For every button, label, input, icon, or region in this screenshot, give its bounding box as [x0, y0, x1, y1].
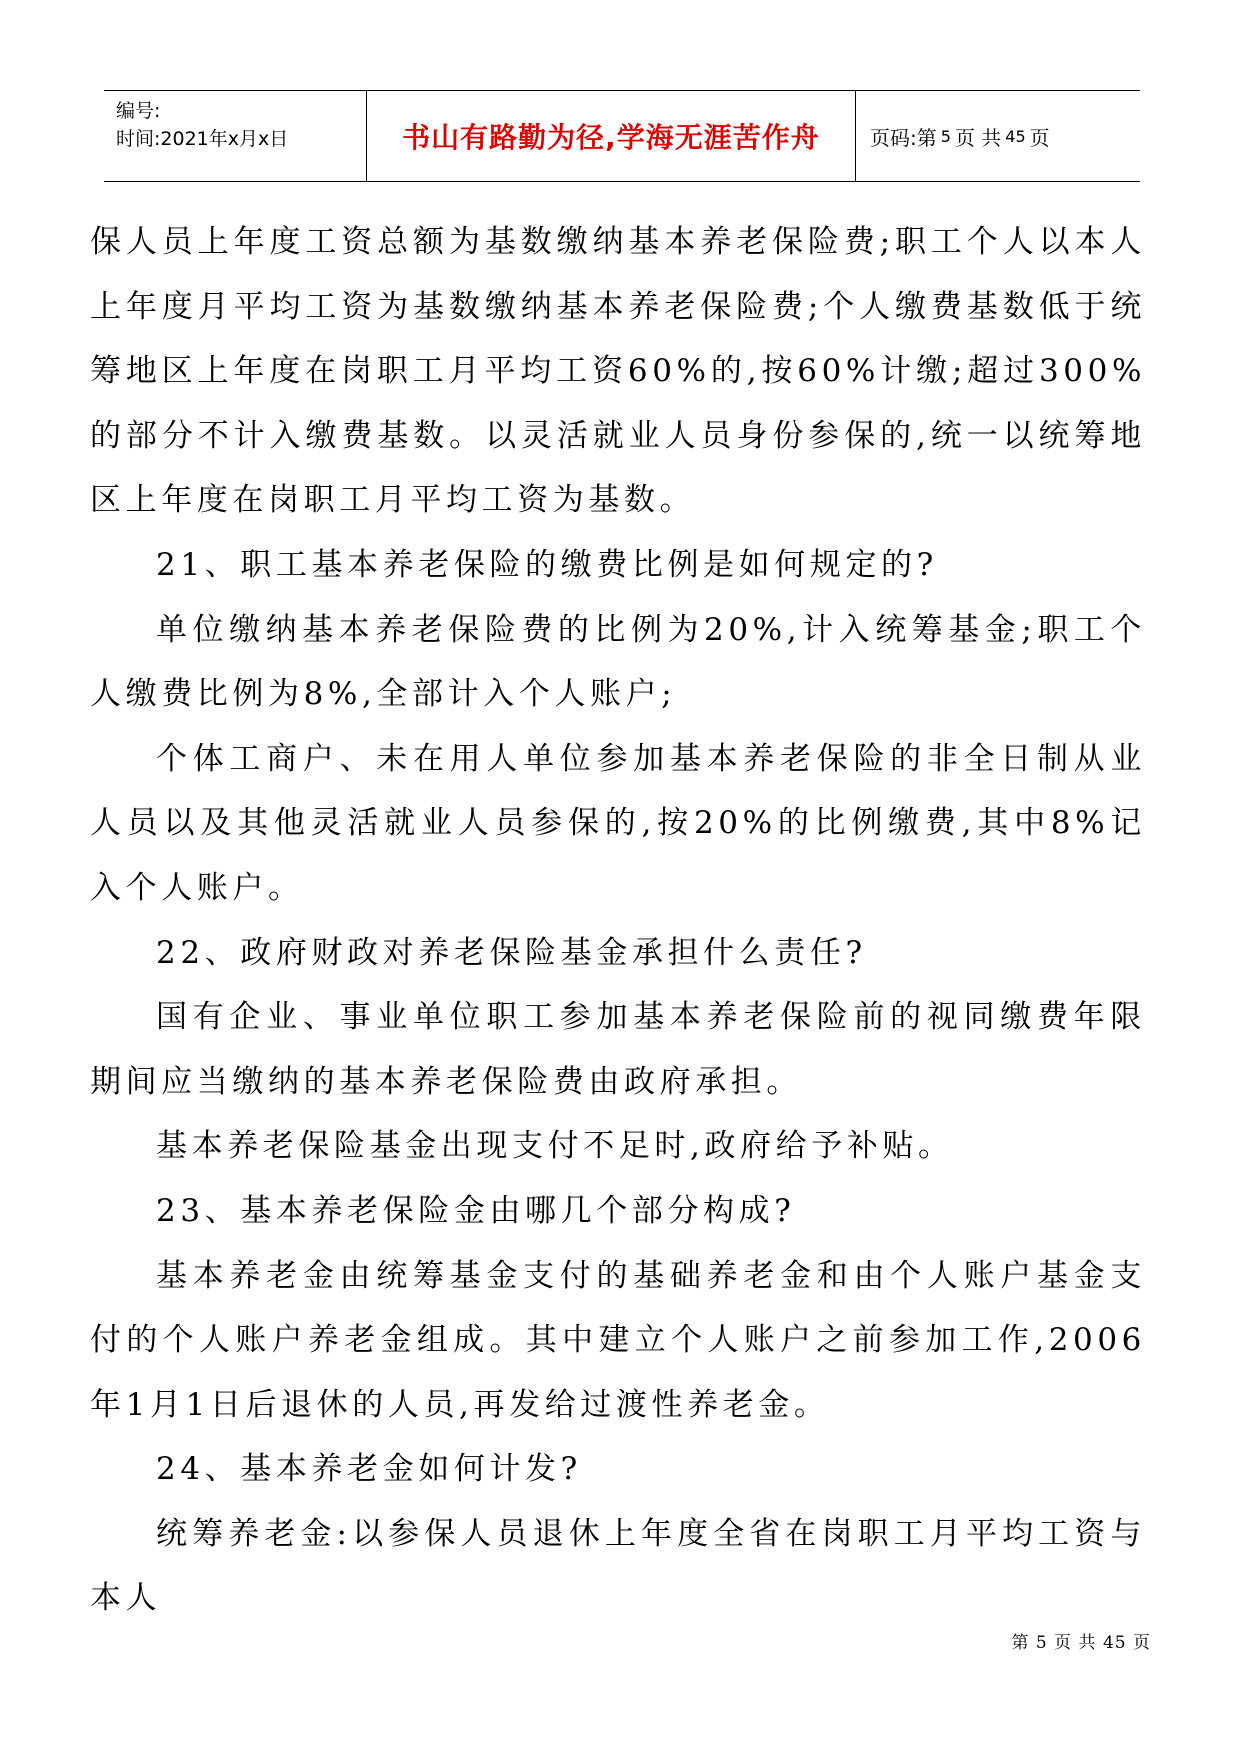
paragraph: 单位缴纳基本养老保险费的比例为20%,计入统筹基金;职工个人缴费比例为8%,全部计入个人账户;	[90, 611, 1146, 713]
paragraph: 保人员上年度工资总额为基数缴纳基本养老保险费;职工个人以本人上年度月平均工资为基数缴纳基本养老保险费;个人缴费基数低于统筹地区上年度在岗职工月平均工资60%的,按60%计缴;超过300%的部分不计入缴费基数。以灵活就业人员身份参保的,统一以统筹地区上年度在岗职工月平均工资为基数。	[90, 224, 1146, 519]
page-current: 5	[940, 126, 951, 146]
header-page-cell	[856, 91, 1140, 181]
document-body	[90, 210, 1146, 1631]
paragraph: 国有企业、事业单位职工参加基本养老保险前的视同缴费年限期间应当缴纳的基本养老保险费由政府承担。	[90, 999, 1146, 1100]
paragraph: 基本养老金由统筹基金支付的基础养老金和由个人账户基金支付的个人账户养老金组成。其中建立个人账户之前参加工作,2006年1月1日后退休的人员,再发给过渡性养老金。	[90, 1257, 1146, 1423]
page-suffix: 页	[1029, 125, 1050, 150]
question-heading: 24、基本养老金如何计发?	[156, 1451, 582, 1488]
question-heading: 22、政府财政对养老保险基金承担什么责任?	[156, 934, 867, 971]
question-heading: 23、基本养老保险金由哪几个部分构成?	[156, 1192, 796, 1229]
header-meta-cell	[104, 91, 367, 181]
paragraph: 个体工商户、未在用人单位参加基本养老保险的非全日制从业人员以及其他灵活就业人员参保的,按20%的比例缴费,其中8%记入个人账户。	[90, 740, 1146, 906]
header-motto-cell	[367, 91, 856, 181]
page-total: 45	[1005, 126, 1026, 146]
question-heading: 21、职工基本养老保险的缴费比例是如何规定的?	[156, 546, 938, 583]
document-header	[104, 90, 1140, 182]
page-footer: 第 5 页 共 45 页	[1011, 1633, 1151, 1653]
document-number-label: 编号:	[116, 100, 161, 122]
paragraph: 基本养老保险基金出现支付不足时,政府给予补贴。	[156, 1128, 954, 1165]
page-prefix: 页码:第	[870, 125, 937, 150]
page-mid: 页 共	[954, 125, 1002, 150]
paragraph: 统筹养老金:以参保人员退休上年度全省在岗职工月平均工资与本人	[90, 1515, 1146, 1617]
document-time-label: 时间:2021年x月x日	[116, 128, 289, 150]
header-motto: 书山有路勤为径,学海无涯苦作舟	[402, 121, 820, 154]
